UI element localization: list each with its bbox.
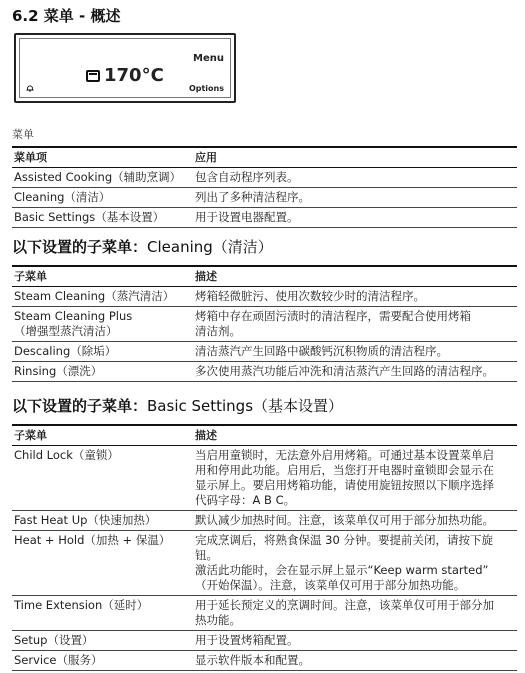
cleaning-section-heading xyxy=(12,236,273,257)
table-cell-item: Heat + Hold（加热 + 保温） xyxy=(14,533,171,547)
display-menu-label: Menu xyxy=(193,53,224,64)
table-row xyxy=(12,531,517,596)
menu-table xyxy=(12,146,517,228)
table-row xyxy=(12,596,517,631)
oven-display xyxy=(14,33,236,103)
table-cell-item: Cleaning（清洁） xyxy=(14,190,111,204)
table-row xyxy=(12,651,517,671)
table-header-row xyxy=(12,265,517,287)
heading-name: Basic Settings（基本设置） xyxy=(147,397,344,415)
temperature-value: 170°C xyxy=(104,65,164,86)
table-cell-description: 烤箱中存在顽固污渍时的清洁程序，需要配合使用烤箱 清洁剂。 xyxy=(195,309,471,338)
table-cell-item: Fast Heat Up（快速加热） xyxy=(14,513,157,527)
table-row xyxy=(12,188,517,208)
bell-icon xyxy=(26,84,34,92)
table-cell-description: 用于设置电器配置。 xyxy=(195,210,299,224)
table-header-cell: 描述 xyxy=(195,429,217,442)
heading-name: Cleaning（清洁） xyxy=(147,238,273,256)
table-cell-description: 用于延长预定义的烹调时间。注意，该菜单仅可用于部分加 热功能。 xyxy=(195,598,494,627)
table-row xyxy=(12,446,517,511)
table-header-cell: 描述 xyxy=(195,270,217,283)
table-row xyxy=(12,342,517,362)
table-row xyxy=(12,168,517,188)
table-row xyxy=(12,631,517,651)
table-header-cell: 子菜单 xyxy=(14,429,47,442)
table-header-row xyxy=(12,146,517,168)
table-cell-item: Setup（设置） xyxy=(14,633,94,647)
table-cell-description: 显示软件版本和配置。 xyxy=(195,653,310,667)
table-cell-item: Child Lock（童锁） xyxy=(14,448,119,462)
table-cell-item: Descaling（除垢） xyxy=(14,344,117,358)
oven-icon xyxy=(86,70,100,82)
table-row xyxy=(12,287,517,307)
table-cell-description: 用于设置烤箱配置。 xyxy=(195,633,299,647)
table-header-cell: 菜单项 xyxy=(14,151,47,164)
table-cell-description: 包含自动程序列表。 xyxy=(195,170,299,184)
table-header-cell: 子菜单 xyxy=(14,270,47,283)
table-cell-item: Steam Cleaning Plus （增强型蒸汽清洁） xyxy=(14,309,133,338)
table-cell-description: 清洁蒸汽产生回路中碳酸钙沉积物质的清洁程序。 xyxy=(195,344,448,358)
display-inner-frame xyxy=(19,38,231,98)
table-cell-description: 多次使用蒸汽功能后冲洗和清洁蒸汽产生回路的清洁程序。 xyxy=(195,364,494,378)
page-title: 6.2 菜单 - 概述 xyxy=(12,7,121,25)
menu-section-label: 菜单 xyxy=(12,128,34,141)
table-row xyxy=(12,511,517,531)
heading-prefix: 以下设置的子菜单： xyxy=(12,397,148,415)
table-cell-description: 列出了多种清洁程序。 xyxy=(195,190,310,204)
table-cell-item: Steam Cleaning（蒸汽清洁） xyxy=(14,289,175,303)
basic-settings-table xyxy=(12,424,517,671)
table-cell-description: 完成烹调后，将熟食保温 30 分钟。要提前关闭，请按下旋钮。 激活此功能时，会在显示屏上显示“Keep warm started” （开始保温）。注意，该菜单仅可用于部分加热功能。 xyxy=(195,533,493,592)
cleaning-table xyxy=(12,265,517,382)
table-cell-item: Rinsing（漂洗） xyxy=(14,364,103,378)
table-cell-item: Time Extension（延时） xyxy=(14,598,149,612)
table-cell-description: 当启用童锁时，无法意外启用烤箱。可通过基本设置菜单启 用和停用此功能。启用后，当您打开电器时童锁即会显示在 显示屏上。要启用烤箱功能，请使用旋钮按照以下顺序选择 代码字母：A B C。 xyxy=(195,448,494,507)
table-cell-description: 烤箱轻微脏污、使用次数较少时的清洁程序。 xyxy=(195,289,425,303)
display-temperature xyxy=(86,65,164,86)
display-options-label: Options xyxy=(188,84,224,93)
table-cell-item: Assisted Cooking（辅助烹调） xyxy=(14,170,182,184)
table-cell-description: 默认减少加热时间。注意，该菜单仅可用于部分加热功能。 xyxy=(195,513,494,527)
basic-settings-section-heading xyxy=(12,395,343,416)
table-cell-item: Basic Settings（基本设置） xyxy=(14,210,165,224)
table-cell-item: Service（服务） xyxy=(14,653,103,667)
table-header-row xyxy=(12,424,517,446)
heading-prefix: 以下设置的子菜单： xyxy=(12,238,148,256)
table-row xyxy=(12,208,517,228)
table-header-cell: 应用 xyxy=(195,151,217,164)
table-row xyxy=(12,307,517,342)
table-row xyxy=(12,362,517,382)
